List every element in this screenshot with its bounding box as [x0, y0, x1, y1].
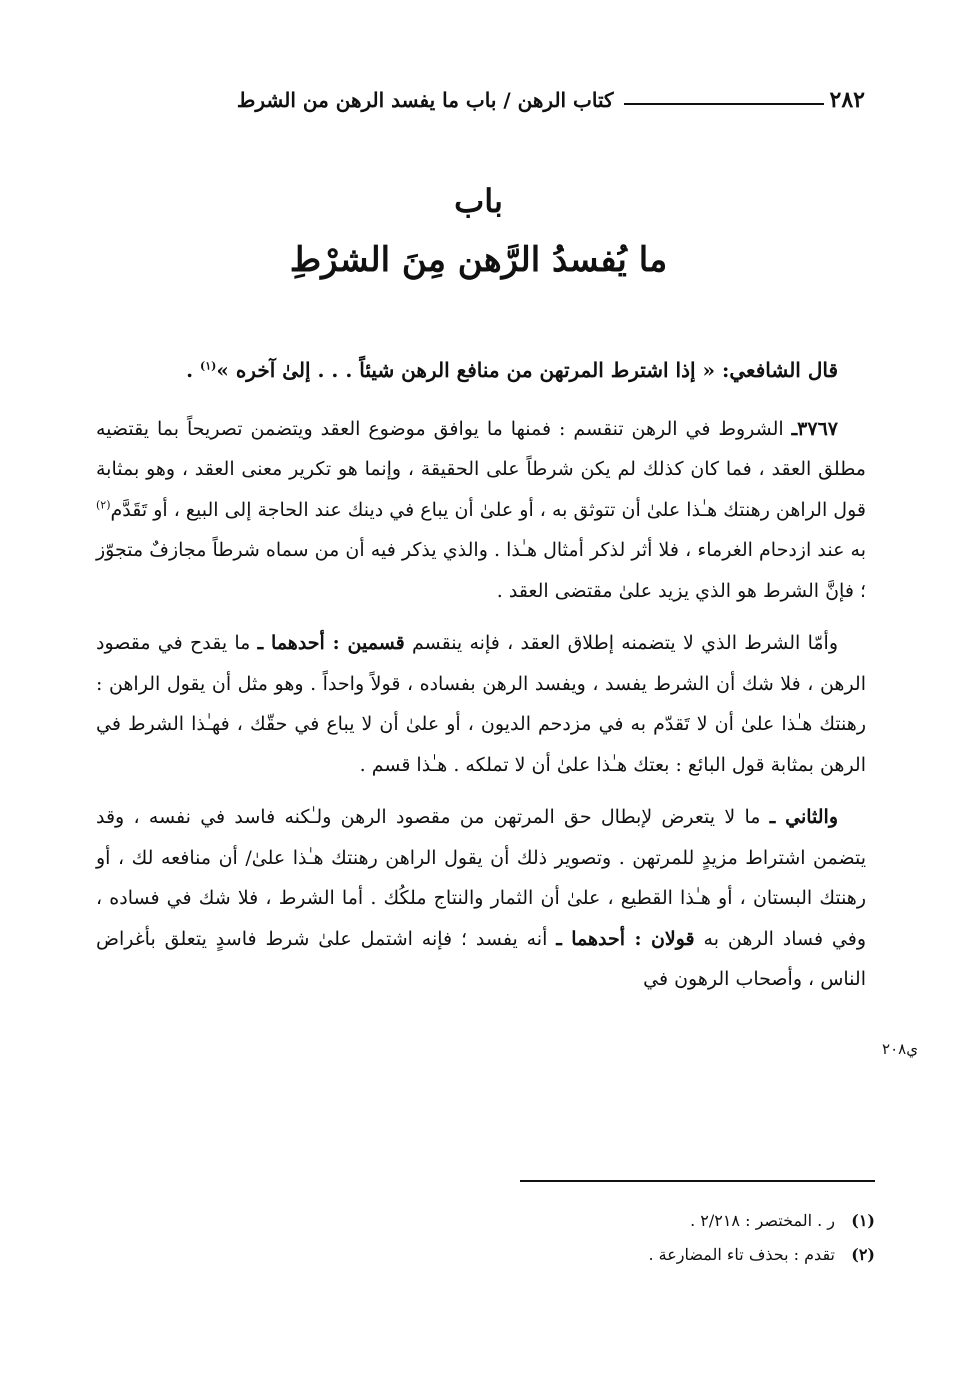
chapter-title: ما يُفسدُ الرَّهن مِنَ الشرْطِ	[289, 240, 668, 280]
paragraph-number: ٣٧٦٧ـ	[791, 417, 838, 440]
paragraph3-bold-b: قولان : أحدهما ـ	[556, 927, 695, 950]
paragraph1-text-b: به عند ازدحام الغرماء ، فلا أثر لذكر أمثال هـٰذا . والذي يذكر فيه أن من سماه شرطاً مجازفٌ متجوّز ؛ فإنَّ الشرط هو الذي يزيد علىٰ مقتضى العقد .	[96, 539, 866, 602]
footnote-text: تقدم : بحذف تاء المضارعة .	[648, 1245, 835, 1264]
quote-text: قال الشافعي: « إذا اشترط المرتهن من منافع الرهن شيئاً . . . إلىٰ آخره »	[216, 358, 838, 382]
footnote-2	[300, 1238, 875, 1272]
footnotes	[300, 1204, 875, 1272]
footnote-mark: (١)	[851, 1211, 875, 1230]
paragraph3-text-a: ما لا يتعرض لإبطال حق المرتهن من مقصود الرهن ولـٰكنه فاسد في نفسه ، وقد يتضمن اشتراط مزيدٍ للمرتهن . وتصوير ذلك أن يقول الراهن رهنتك هـٰذا علىٰ/ أن منافعه لك ، أو رهنتك البستان ، أو هـٰذا القطيع ، علىٰ أن الثمار والنتاج ملكُك . أما الشرط ، فلا شك في فساده ، وفي فساد الرهن به	[96, 806, 867, 950]
paragraph2-text-a: وأمّا الشرط الذي لا يتضمنه إطلاق العقد ، فإنه ينقسم	[404, 632, 839, 654]
footnote-separator	[520, 1180, 875, 1182]
paragraph3-text-b: أنه يفسد ؛ فإنه اشتمل علىٰ شرط فاسدٍ يتعلق بأغراض الناس ، وأصحاب الرهون في	[96, 927, 866, 990]
quote-end: .	[186, 358, 200, 382]
paragraph3-bold-a: والثاني ـ	[769, 806, 839, 828]
margin-manuscript-ref: ي٢٠٨	[882, 1040, 918, 1058]
paragraph2-text-b: ما يقدح في مقصود الرهن ، فلا شك أن الشرط يفسد ، ويفسد الرهن بفساده ، قولاً واحداً . وهو مثل أن يقول الراهن : رهنتك هـٰذا علىٰ أن لا تَقدّم به في مزدحم الديون ، أو علىٰ أن لا يباع في حقّك ، فهـٰذا الشرط في الرهن بمثابة قول البائع : بعتك هـٰذا علىٰ أن لا تملكه . هـٰذا قسم .	[96, 632, 866, 776]
body-text	[96, 350, 866, 1012]
header-rule	[624, 103, 824, 105]
paragraph-second	[96, 623, 866, 785]
chapter-label: باب	[454, 182, 503, 220]
running-header	[95, 80, 865, 120]
footnote-1	[300, 1204, 875, 1238]
paragraph-3767	[96, 409, 866, 612]
paragraph1-text-a: الشروط في الرهن تنقسم : فمنها ما يوافق موضوع العقد ويتضمن تصريحاً بما يقتضيه مطلق العقد ، فما كان كذلك لم يكن شرطاً على الحقيقة ، وإنما هو تكرير معنى العقد ، وهو بمثابة قول الراهن رهنتك هـٰذا علىٰ أن تتوثق به ، أو علىٰ أن يباع في دينك عند الحاجة إلى البيع ، أو تَقَدَّم	[96, 417, 866, 521]
footnote-ref-1: (١)	[200, 359, 217, 373]
shafii-quote	[96, 350, 866, 391]
footnote-mark: (٢)	[851, 1245, 875, 1264]
footnote-text: ر . المختصر : ٢/٢١٨ .	[690, 1211, 835, 1230]
footnote-ref-2: (٢)	[96, 498, 111, 512]
paragraph2-bold-a: قسمين : أحدهما ـ	[257, 632, 405, 654]
page-number: ٢٨٢	[829, 87, 865, 113]
paragraph-third	[96, 797, 866, 1000]
running-header-title: كتاب الرهن / باب ما يفسد الرهن من الشرط	[236, 88, 614, 112]
